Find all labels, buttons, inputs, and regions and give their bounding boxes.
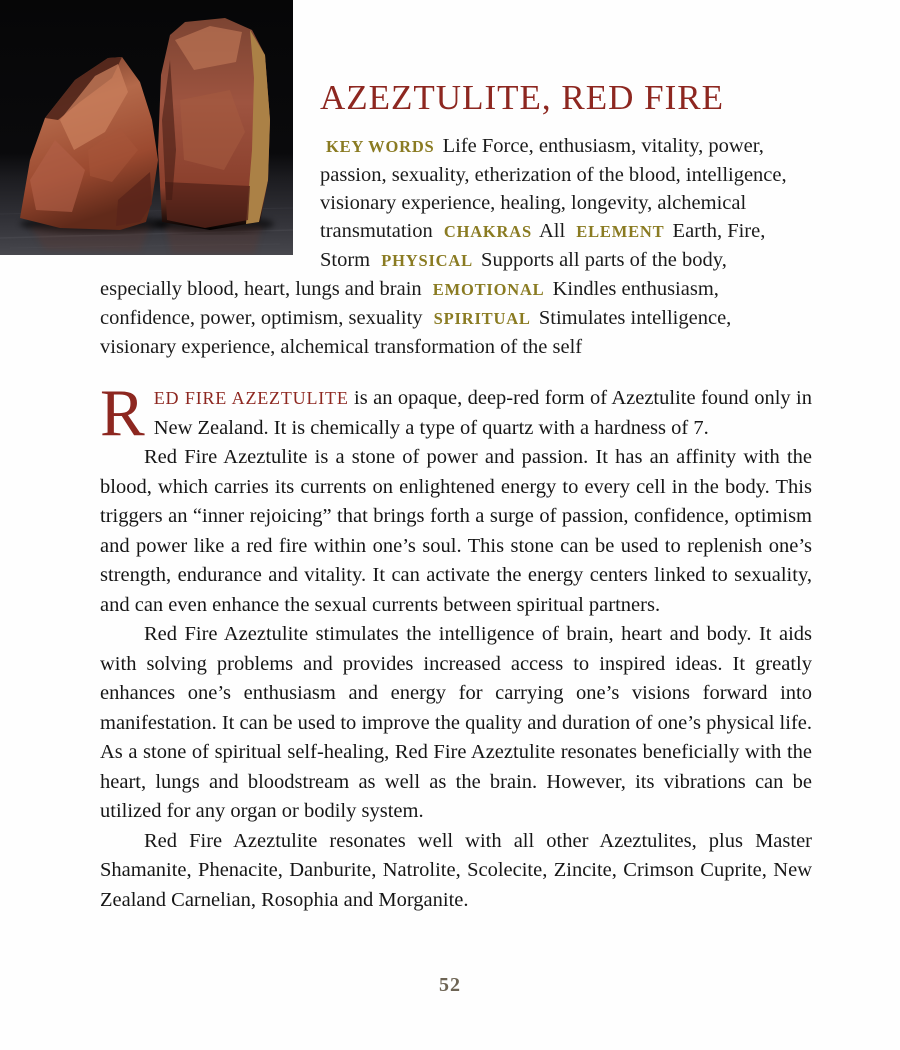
body-text [100, 376, 812, 915]
property-text: Earth, Fire, Storm [320, 220, 766, 271]
property-label: EMOTIONAL [432, 280, 545, 299]
property-text: Life Force, enthusiasm, vitality, power, passion, sexuality, etherization of the blood, intelligence, visionary experience, healing, longevity, alchemical transmutation [320, 135, 787, 242]
property-text: Stimulates intelligence, visionary experience, alchemical transformation of the self [100, 307, 732, 358]
property-label: CHAKRAS [443, 222, 532, 241]
property-text: Kindles enthusiasm, confidence, power, optimism, sexuality [100, 278, 719, 329]
property-label: PHYSICAL [381, 251, 473, 270]
body-paragraphs [100, 443, 812, 915]
property-label: SPIRITUAL [433, 309, 531, 328]
property-text: Supports all parts of the body, especially blood, heart, lungs and brain [100, 249, 727, 300]
lead-smallcaps: ED FIRE AZEZTULITE [153, 388, 349, 408]
drop-cap: R [100, 376, 145, 450]
property-label: ELEMENT [576, 222, 665, 241]
lead-paragraph [100, 376, 812, 450]
properties-block [100, 132, 812, 361]
property-text: All [538, 220, 566, 242]
body-paragraph: Red Fire Azeztulite resonates well with all other Azeztulites, plus Master Shamanite, Phenacite, Danburite, Natrolite, Scolecite, Zincite, Crimson Cuprite, New Zealand Carnelian, Rosophia and Morganite. [100, 829, 812, 911]
body-paragraph: Red Fire Azeztulite is a stone of power and passion. It has an affinity with the blood, which carries its currents on enlightened energy to every cell in the body. This triggers an “inner rejoicing” that brings forth a surge of passion, confidence, optimism and power like a red fire within one’s soul. This stone can be used to replenish one’s strength, endurance and vitality. It can activate the energy centers linked to sexuality, and can even enhance the sexual currents between spiritual partners. [100, 446, 812, 616]
lead-paragraph-text: is an opaque, deep-red form of Azeztulite found only in New Zealand. It is chemically a type of quartz with a hardness of 7. [153, 387, 812, 439]
page-title: AZEZTULITE, RED FIRE [320, 78, 724, 118]
photo-text-wrap-spacer [100, 132, 320, 258]
body-paragraph: Red Fire Azeztulite stimulates the intelligence of brain, heart and body. It aids with solving problems and provides increased access to inspired ideas. It greatly enhances one’s enthusiasm and energy for carrying one’s visions forward into manifestation. It can be used to improve the quality and duration of one’s physical life. As a stone of spiritual self-healing, Red Fire Azeztulite resonates beneficially with the heart, lungs and bloodstream as well as the brain. However, its vibrations can be utilized for any organ or bodily system. [100, 623, 812, 822]
page-number: 52 [439, 974, 461, 996]
property-label: KEY WORDS [326, 137, 435, 156]
